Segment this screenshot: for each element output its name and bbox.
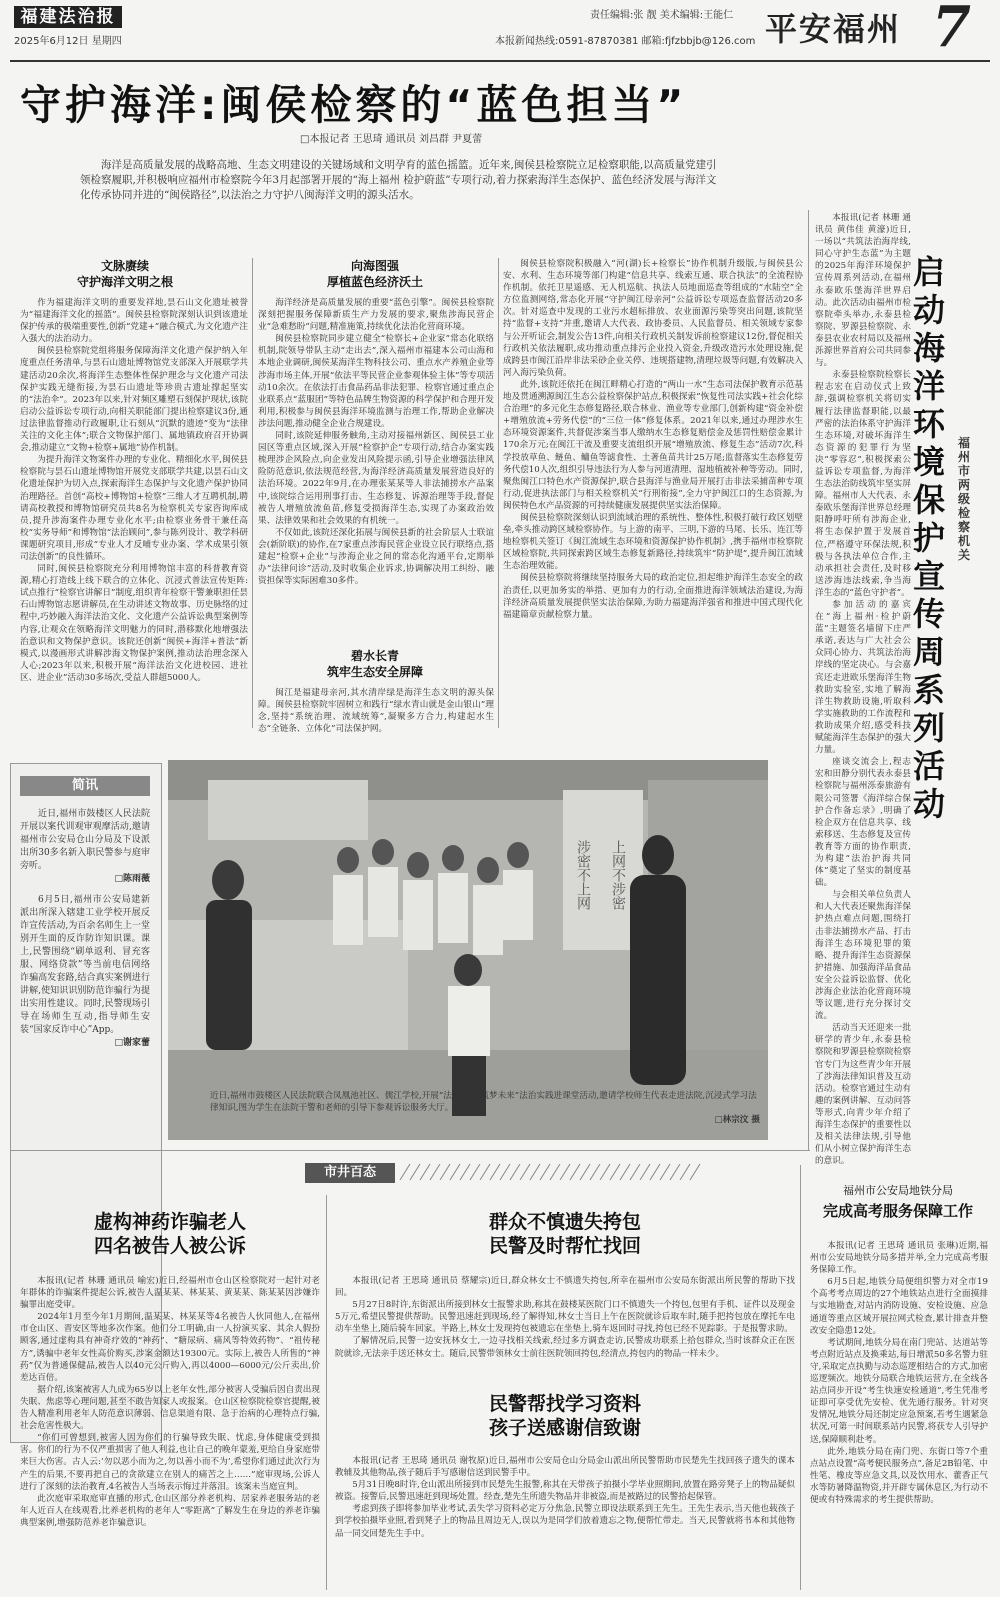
story3-headline-line2: 孩子送感谢信致谢 (488, 1417, 641, 1439)
story1-body (20, 1275, 320, 1585)
paragraph: 此外,地铁分局在南门兜、东街口等7个重点站点设置“高考便民服务点”,备足2B铅笔、中性笔、橡皮等应急文具,以及饮用水、藿香正气水等防暑降温物资,并开辟专属休息区,为行动不便或有特殊需求的考生提供帮助。 (810, 1446, 988, 1505)
paragraph: 5月31日晚8时许,仓山派出所接到市民楚先生报警,称其在天带孩子拍摄小学毕业照期间,放置在路旁凳子上的物品疑似被盗。接警后,民警迅速赶到现场处置。经查,楚先生所遗失物品并非被盗,而是被路过的民警拾起保管。 (335, 1480, 795, 1503)
side-story-subtitle: 福州市两级检察机关 (958, 436, 971, 562)
paragraph: 不仅如此,该院还深化拓展与闽侯县新的社会阶层人士联谊会(新阶联)的协作,在7家重点涉海民营企业设立民行联络点,搭建起“检察+企业”与涉海企业之间的常态化沟通平台,定期举办“法律问诊”活动,及时收集企业诉求,协调解决用工纠纷、融资担保等实际困难30多件。 (258, 527, 494, 587)
paragraph: “你们可曾想到,被害人因为你们的行骗导致失眠、忧虑,身体健康受到损害。你们的行为不仅严重损害了他人利益,也让自己的晚年蒙羞,更给自身家庭带来巨大伤害。古人云:‘勿以恶小而为之,勿以善小而不为’,希望你们通过此次行为产生的后果,不要再把自己的贪欲建立在别人的痛苦之上……”庭审现场,公诉人进行了深刻的法治教育,4名被告人当场表示悔过并落泪。该案未当庭宣判。 (20, 1433, 320, 1492)
paragraph: 考试期间,地铁分局在南门兜站、达道站等考点附近站点及换乘站,每日增派50多名警力驻守,采取定点执勤与动态巡逻相结合的方式,加密巡逻频次。地铁分局联合地铁运营方,在全线各站点同步开设“考生快速安检通道”,考生凭准考证即可享受优先安检、优先通行服务。针对突发情况,地铁分局还制定应急预案,若考生遇紧急状况,可第一时间联系站内民警,将获专人引导护送,保障顺利赴考。 (810, 1337, 988, 1445)
paragraph: 考虑到孩子即将参加毕业考试,丢失学习资料必定万分焦急,民警立即设法联系到王先生。王先生表示,当天他也载孩子到学校拍摄毕业照,看到凳子上的物品且周边无人,误以为是同学们放着遗忘之物,便帮忙带走。当天,民警就将书本和其他物品一同交回楚先生手中。 (335, 1504, 795, 1539)
paragraph: 与会相关单位负责人和人大代表还聚焦海洋保护热点难点问题,围绕打击非法捕捞水产品、打击海洋生态环境犯罪的策略、提升海洋生态资源保护措施、加强海洋品食品安全公益诉讼监督、优化涉海企业法治化营商环境等议题,进行充分探讨交流。 (815, 890, 911, 1022)
paragraph: 闽侯县检察院党组将服务保障海洋文化遗产保护纳入年度重点任务清单,与昙石山遗址博物馆党支部深入开展联学共建活动20余次,将海洋生态整体性保护理念与文化遗产司法保护实践无缝衔接,为昙石山遗址等珍贵古遗址撑起坚实的“法治伞”。2023年以来,针对频区雕塑石刻保护现状,该院启动公益诉讼专项行动,向相关职能部门提出检察建议3份,通过法律监督推动行政履职,让石刻从“沉默的遗迹”变为“法律关注的文化主体”;联合文物保护部门、属地镇政府召开协调会,推动建立“文物+检察+属地”协作机制。 (20, 346, 248, 454)
section3-body-start (258, 687, 494, 735)
masthead-rule (10, 60, 990, 62)
story4-body (810, 1240, 988, 1588)
story2-headline-line2: 民警及时帮忙找回 (488, 1235, 641, 1257)
paragraph: 永泰县检察院检察长程志宏在启动仪式上致辞,强调检察机关将切实履行法律监督职能,以最严密的法治体系守护海洋生态环境,对破坏海洋生态资源的犯罪行为坚决“零容忍”,积极探索公益诉讼专项监督,为海洋生态法治防线筑牢坚实屏障。福州市人大代表、永泰欧乐堡海洋世界总经理阳静呼吁所有涉海企业,将生态保护置于发展首位,严格遵守环保法规,积极与各执法单位合作,主动承担社会责任,及时移送涉海违法线索,争当海洋生态的“蓝色守护者”。 (815, 370, 911, 598)
paragraph: 本报讯(记者 王思琦 通讯员 张琳)近期,福州市公安局地铁分局多措并举,全力完成高考服务保障工作。 (810, 1241, 988, 1276)
news-photo (168, 760, 768, 1140)
section2-body (258, 297, 494, 639)
brief-author: □谢家蕾 (114, 1038, 150, 1048)
column-divider (252, 258, 253, 728)
photo-caption-text: 近日,福州市鼓楼区人民法院联合凤凰池社区、儒江学校,开展“法护童年·筑梦未来”法治实践进课堂活动,邀请学校师生代表走进法院,沉浸式学习法律知识,图为学生在法院干警和老师的引导下参观诉讼服务大厅。 (210, 1091, 757, 1113)
paragraph: 海洋经济是高质量发展的重要“蓝色引擎”。闽侯县检察院深刻把握服务保障新质生产力发展的要求,聚焦涉海民营企业“急难愁盼”问题,精准施策,持续优化法治化营商环境。 (258, 298, 494, 333)
section1-body (20, 297, 248, 727)
market-section-tag: 市井百态 (305, 1163, 395, 1183)
main-headline: 守护海洋:闽侯检察的“蓝色担当” (20, 81, 688, 129)
paragraph: 本报讯(记者 林珊 通讯员 黄伟佳 黄濠)近日,一场以“共筑法治海岸线,同心守护生态蓝”为主题的2025年海洋环境保护宣传周系列活动,在福州永泰欧乐堡海洋世界启动。此次活动由福州市检察院牵头举办,永泰县检察院、罗源县检察院、永泰县农业农村局以及福州泺源世界首府公司共同参与。 (815, 213, 911, 369)
paragraph: 闽侯县检察院积极融入“河(湖)长+检察长”协作机制升级版,与闽侯县公安、水利、生态环境等部门构建“信息共享、线索互通、联合执法”的全流程协作机制。依托卫星遥感、无人机巡航、执法人员地面巡查等组成的“水陆空”全方位监测网络,常态化开展“守护闽江母亲河”公益诉讼专项巡查监督活动20多次。针对巡查中发现的工业污水超标排放、农业面源污染等突出问题,该院坚持“监督+支持”并重,邀请人大代表、政协委员、人民监督员、相关领域专家参与公开听证会,制发公告13件,向相关行政机关制发诉前检察建议12份,督促相关行政机关依法履职,成功推动重点排污企业投入资金,升级改造污水处理设施,促成跨县市闽江沿岸非法采砂企业关停、违规搭建物,清理垃圾等问题,有效解决入河入海污染负荷。 (503, 259, 803, 378)
section-title: 平安福州 (765, 10, 902, 48)
story1-headline (20, 1210, 320, 1258)
section3-sub2: 筑牢生态安全屏障 (326, 665, 423, 679)
main-lead: 海洋是高质量发展的战略高地、生态文明建设的关键场域和文明孕育的蓝色摇篮。近年来,闽侯县检察院立足检察职能,以高质量党建引领检察履职,并积极响应福州市检察院今年3月起部署开展的“海上福州 检护蔚蓝”专项行动,着力探索海洋生态保护、蓝色经济发展与海洋文化传承协同并进的“闽侯路径”,以法治之力守护八闽海洋文明的源头活水。 (80, 159, 717, 201)
section3-subhead (255, 648, 495, 680)
story2-headline-line1: 群众不慎遗失挎包 (488, 1211, 641, 1233)
brief-item: 6月5日,福州市公安局建新派出所深入辖建工业学校开展反诈宣传活动,为百余名师生上一堂别开生面的反诈防诈知识课。课上,民警围绕“刷单返利、冒充客服、网络贷款”等当前电信网络诈骗高发套路,结合真实案例进行讲解,使知识识别防范诈骗行为提出实用性建议。同时,民警现场引导在场师生互动,指导师生安装“国家反诈中心”App。 (20, 895, 150, 1035)
section2-sub2: 厚植蓝色经济沃土 (326, 275, 423, 289)
photo-illustration (168, 760, 768, 1140)
issue-date: 2025年6月12日 星期四 (14, 36, 122, 47)
column-divider (498, 258, 499, 728)
paragraph: 6月5日起,地铁分局便组织警力对全市19个高考考点周边的27个地铁站点进行全面摸排与实地勘查,对站内消防设施、安检设施、应急通道等重点区域开展拉网式检查,累计排查并整改安全隐患12处。 (810, 1277, 988, 1336)
wall-sign-left: 涉密不上网 (575, 840, 591, 910)
paragraph: 同时,该院延伸服务触角,主动对接福州新区、闽侯县工业园区等重点区域,深入开展“检察护企”专项行动,结合办案实践梳理涉企风险点,向企业发出风险提示函,引导企业增强法律风险防范意识,依法规范经营,为海洋经济高质量发展营造良好的法治环境。2022年9月,在办理张某某等人非法捕捞水产品案中,该院综合运用刑事打击、生态修复、诉源治理等手段,督促被告人增殖放流鱼苗,修复受损海洋生态,实现了办案政治效果、法律效果和社会效果的有机统一。 (258, 431, 494, 526)
editor-credits: 责任编辑:张 靓 美术编辑:王能仁 (590, 10, 734, 21)
paragraph: 活动当天还迎来一批研学的青少年,永泰县检察院和罗源县检察院检察官专门为这些青少年开展了涉海法律知识普及互动活动。检察官通过生动有趣的案例讲解、互动问答等形式,向青少年介绍了海洋生态保护的重要性以及相关法律法规,引导他们从小树立保护海洋生态的意识。 (815, 1023, 911, 1167)
story4-headline: 完成高考服务保障工作 (822, 1202, 973, 1220)
story1-headline-line1: 虚构神药诈骗老人 (93, 1211, 246, 1233)
story1-headline-line2: 四名被告人被公诉 (93, 1235, 246, 1257)
section-divider (10, 1150, 810, 1151)
column-divider (808, 210, 809, 1150)
paragraph: 据介绍,该案被害人九成为65岁以上老年女性,部分被害人受骗后因自责出现失眠、焦虑等心理问题,甚至不敢告知家人或报案。仓山区检察院检察官提醒,被告人精准利用老年人防范意识薄弱、信息渠道有限、急于治病的心理特点行骗,社会危害性极大。 (20, 1384, 320, 1432)
section1-sub2: 守护海洋文明之根 (76, 275, 173, 289)
side-story-title: 启动海洋环境保护宣传周系列活动 (913, 253, 946, 823)
paragraph: 闽江是福建母亲河,其水清岸绿是海洋生态文明的源头保障。闽侯县检察院牢固树立和践行“绿水青山就是金山银山”理念,坚持“系统治理、流域统筹”,凝聚多方合力,构建起水生态“全链条、立体化”司法保护网。 (258, 688, 494, 735)
photo-caption (210, 1090, 760, 1126)
story3-headline (335, 1392, 795, 1440)
paragraph: 参加活动的嘉宾在“海上福州·检护蔚蓝”主题签名墙留下庄严承诺,表达与广大社会公众同心协力、共筑法治海岸线的坚定决心。与会嘉宾还走进欧乐堡海洋生物救助实验室,实地了解海洋生物救助设施,听取科学实施救助的工作流程和救助成果介绍,感受科技赋能海洋生态保护的强大力量。 (815, 600, 911, 756)
paragraph: 座谈交流会上,程志宏和田静分别代表永泰县检察院与福州泺泰旅游有限公司签署《海洋综合保护合作备忘录》,明确了检企双方在信息共享、线索移送、生态修复及宣传教育等方面的协作职责,为构建“法治护海共同体”奠定了坚实的制度基础。 (815, 757, 911, 889)
side-story-body (815, 212, 911, 1167)
main-byline: □本报记者 王思琦 通讯员 刘昌群 尹夏蕾 (300, 134, 483, 145)
story2-headline (335, 1210, 795, 1258)
section1-subhead (20, 258, 230, 290)
brief-item: 近日,福州市鼓楼区人民法院开展以案代训观审观摩活动,邀请福州市公安局仓山分局及下设派出所30多名新入职民警参与庭审旁听。 (20, 809, 150, 871)
section3-sub1: 碧水长青 (350, 649, 399, 663)
paragraph: 闽侯县检察院同步建立健全“检察长+企业家”常态化联络机制,院领导带队主动“走出去”,深入福州市福建本公司山海和本地企业调研,闽侯某海洋生物科技公司、重点水产养殖企业等涉海市场主体,开展“依法平等民营企业参观体验主体”等专项活动10余次。在依法打击食品药品非法犯罪、检察官通过重点企业联系点“蓝服团”等特色品牌生物资源的科学保护和合理开发利用,积极参与闽侯县海洋环境监测与治理工作,帮助企业解决涉法问题,推动健全企业合规建设。 (258, 334, 494, 429)
paragraph: 本报讯(记者 王思琦 通讯员 谢牧原)近日,福州市公安局仓山分局金山派出所民警帮助市民楚先生找回孩子遗失的课本教辅及其他物品,孩子随后手写感谢信送到民警手中。 (335, 1456, 795, 1479)
paragraph: 闽侯县检察院深刻认识到流域治理的系统性、整体性,积极打破行政区划壁垒,牵头推动跨区域检察协作。与上游的南平、三明,下游的马尾、长乐、连江等地检察机关签订《闽江流域生态环境和资源保护协作机制》,携手福州市检察院区域检察院,共同探索跨区域生态修复新路径,持续筑牢“防护堤”,提升闽江流域生态治理效能。 (503, 512, 803, 572)
paragraph: 作为福建海洋文明的重要发祥地,昙石山文化遗址被誉为“福建海洋文化的摇篮”。闽侯县检察院深刻认识到该遗址保护传承的极端重要性,创新“党建+”融合模式,为文化遗产注入强大的法治动力。 (20, 298, 248, 345)
paragraph: 同时,闽侯县检察院充分利用博物馆丰富的科普教育资源,精心打造线上线下联合的立体化、沉浸式普法宣传矩阵:试点推行“检察官讲解日”制度,组织青年检察干警兼职担任昙石山博物馆志愿讲解员,在生动讲述文物故事、历史脉络的过程中,巧妙融入海洋法治文化、文化遗产公益诉讼典型案例等内容,让观众在领略海洋文明魅力的同时,潜移默化地增强法治意识和文物保护意识。该院还创新“闽侯+海洋+普法”新模式,以漫画形式讲解涉海文物保护案例,推动法治理念深入人心;2023年以来,积极开展“海洋法治文化进校园、进社区、进企业”活动30多场次,受益人群超5000人。 (20, 564, 248, 683)
story2-body (335, 1275, 795, 1383)
wall-sign-right: 上网不涉密 (610, 840, 626, 910)
paragraph: 2024年1月至今年1月期间,温某某、林某某等4名被告人伙同他人,在福州市仓山区、晋安区等地多次作案。他们分工明确,由一人扮演买家、其余人假扮顾客,通过虚构具有神奇疗效的“神药”、“糖尿病、痛风等特效药物”、“祖传秘方”,诱骗中老年女性高价购买,涉案金额达19300元。实际上,被告人所售的“神药”仅为普通保健品,被告人以40元公斤购入,再以4000—6000元/公斤卖出,价差达百倍。 (20, 1312, 320, 1383)
paragraph: 了解情况后,民警一边安抚林女士,一边寻找相关线索,经过多方调查走访,民警成功联系上拾包群众,当时该群众正在医院就诊,无法亲手送还林女士。随后,民警带领林女士前往医院领回挎包,经清点,挎包内的物品一样未少。 (335, 1336, 795, 1359)
newspaper-logo: 福建法治报 (14, 6, 122, 28)
paragraph: 5月27日8时许,东街派出所接到林女士报警求助,称其在鼓楼某医院门口不慎遗失一个挎包,包里有手机、证件以及现金5万元,希望民警提供帮助。民警迅速赶到现场,经了解得知,林女士当日上午在医院就诊后取车时,随手把挎包放在摩托车电动车坐垫上,随后骑车回家。半路上,林女士发现挎包被遗忘在坐垫上,骑车返回时寻找,挎包已经不见踪影。于是报警求助。 (335, 1300, 795, 1335)
photo-credit: □林宗汶 摄 (714, 1115, 760, 1125)
page-number: 7 (932, 0, 971, 60)
column-divider (326, 1195, 327, 1590)
paragraph: 为提升海洋文物案件办理的专业化、精细化水平,闽侯县检察院与昙石山遗址博物馆开展党支部联学共建,以昙石山文化遗址保护为切入点,探索海洋生态保护与文化遗产保护协同治理路径。首创“高校+博物馆+检察”三维人才互聘机制,聘请高校教授和博物馆研究员共8名为检察机关专家咨询库成员,提升涉海案件办理专业化水平;由检察业务骨干兼任高校“实务导师”和博物馆“法治顾问”,参与陈列设计、教学科研课题研究项目,形成“专业人才反哺专业办案、学术成果引领司法创新”的良性循环。 (20, 455, 248, 562)
section2-subhead (255, 258, 495, 290)
story4-kicker: 福州市公安局地铁分局 (843, 1184, 953, 1197)
story3-headline-line1: 民警帮找学习资料 (488, 1393, 641, 1415)
brief-tag: 简讯 (20, 776, 150, 796)
paragraph: 本报讯(记者 林珊 通讯员 喻宏)近日,经福州市仓山区检察院对一起针对老年群体的诈骗案件提起公诉,被告人温某某、林某某、黄某某、陈某某因涉嫌诈骗罪出庭受审。 (20, 1276, 320, 1311)
paragraph: 本报讯(记者 王思琦 通讯员 蔡耀宗)近日,群众林女士不慎遗失挎包,所幸在福州市公安局东街派出所民警的帮助下找回。 (335, 1276, 795, 1299)
section2-sub1: 向海图强 (350, 259, 399, 273)
paragraph: 此外,该院还依托在闽江畔精心打造的“两山一水”生态司法保护教育示范基地及贯通溯源闽江生态公益检察保护站点,积极探索“恢复性司法实践+社会化综合治理”的多元化生态修复路径,联合林业、渔业等专业部门,创新构建“资金补偿+增殖放流+劳务代偿”的“三位一体”修复体系。2021年以来,通过办理涉水生态环境资源案件,共督促涉案当事人缴纳水生态修复赔偿金及惩罚性赔偿金累计170余万元;在闽江干流及重要支流组织开展“增殖放流、修复生态”活动7次,科学投放草鱼、鲢鱼、鳙鱼等滤食性、土著鱼苗共计25万尾;监督落实生态修复劳务代偿10人次,组织引导违法行为人参与河道清理、湿地植被补种等劳动。同时,聚焦闽江口特色水产资源保护,联合县海洋与渔业局开展打击非法采捕苗种专项行动,促进执法部门与相关检察机关“行刑衔接”,全力守护闽江口的生态资源,为闽侯特色水产品资源的可持续健康发展提供坚实法治保障。 (503, 379, 803, 511)
column-divider (800, 1165, 801, 1590)
paragraph: 此次庭审采取庭审直播的形式,仓山区部分养老机构、居家养老服务站的老年人近百人在线观看,比养老机构的老年人“零距离”了解发生在身边的养老诈骗典型案例,增强防范养老诈骗意识。 (20, 1493, 320, 1528)
section3-body (503, 258, 803, 728)
story3-body (335, 1455, 795, 1585)
section1-sub1: 文脉赓续 (100, 259, 149, 273)
news-hotline: 本报新闻热线:0591-87870381 邮箱:fjfzbbjb@126.com (495, 36, 756, 47)
paragraph: 闽侯县检察院将继续坚持服务大局的政治定位,担起维护海洋生态安全的政治责任,以更加务实的举措、更加有力的行动,全面推进海洋领域法治建设,为海洋经济高质量发展提供坚实法治保障,为助力福建海洋强省和推进中国式现代化福建篇章贡献检察力量。 (503, 573, 803, 620)
brief-author: □陈雨薇 (114, 874, 150, 884)
